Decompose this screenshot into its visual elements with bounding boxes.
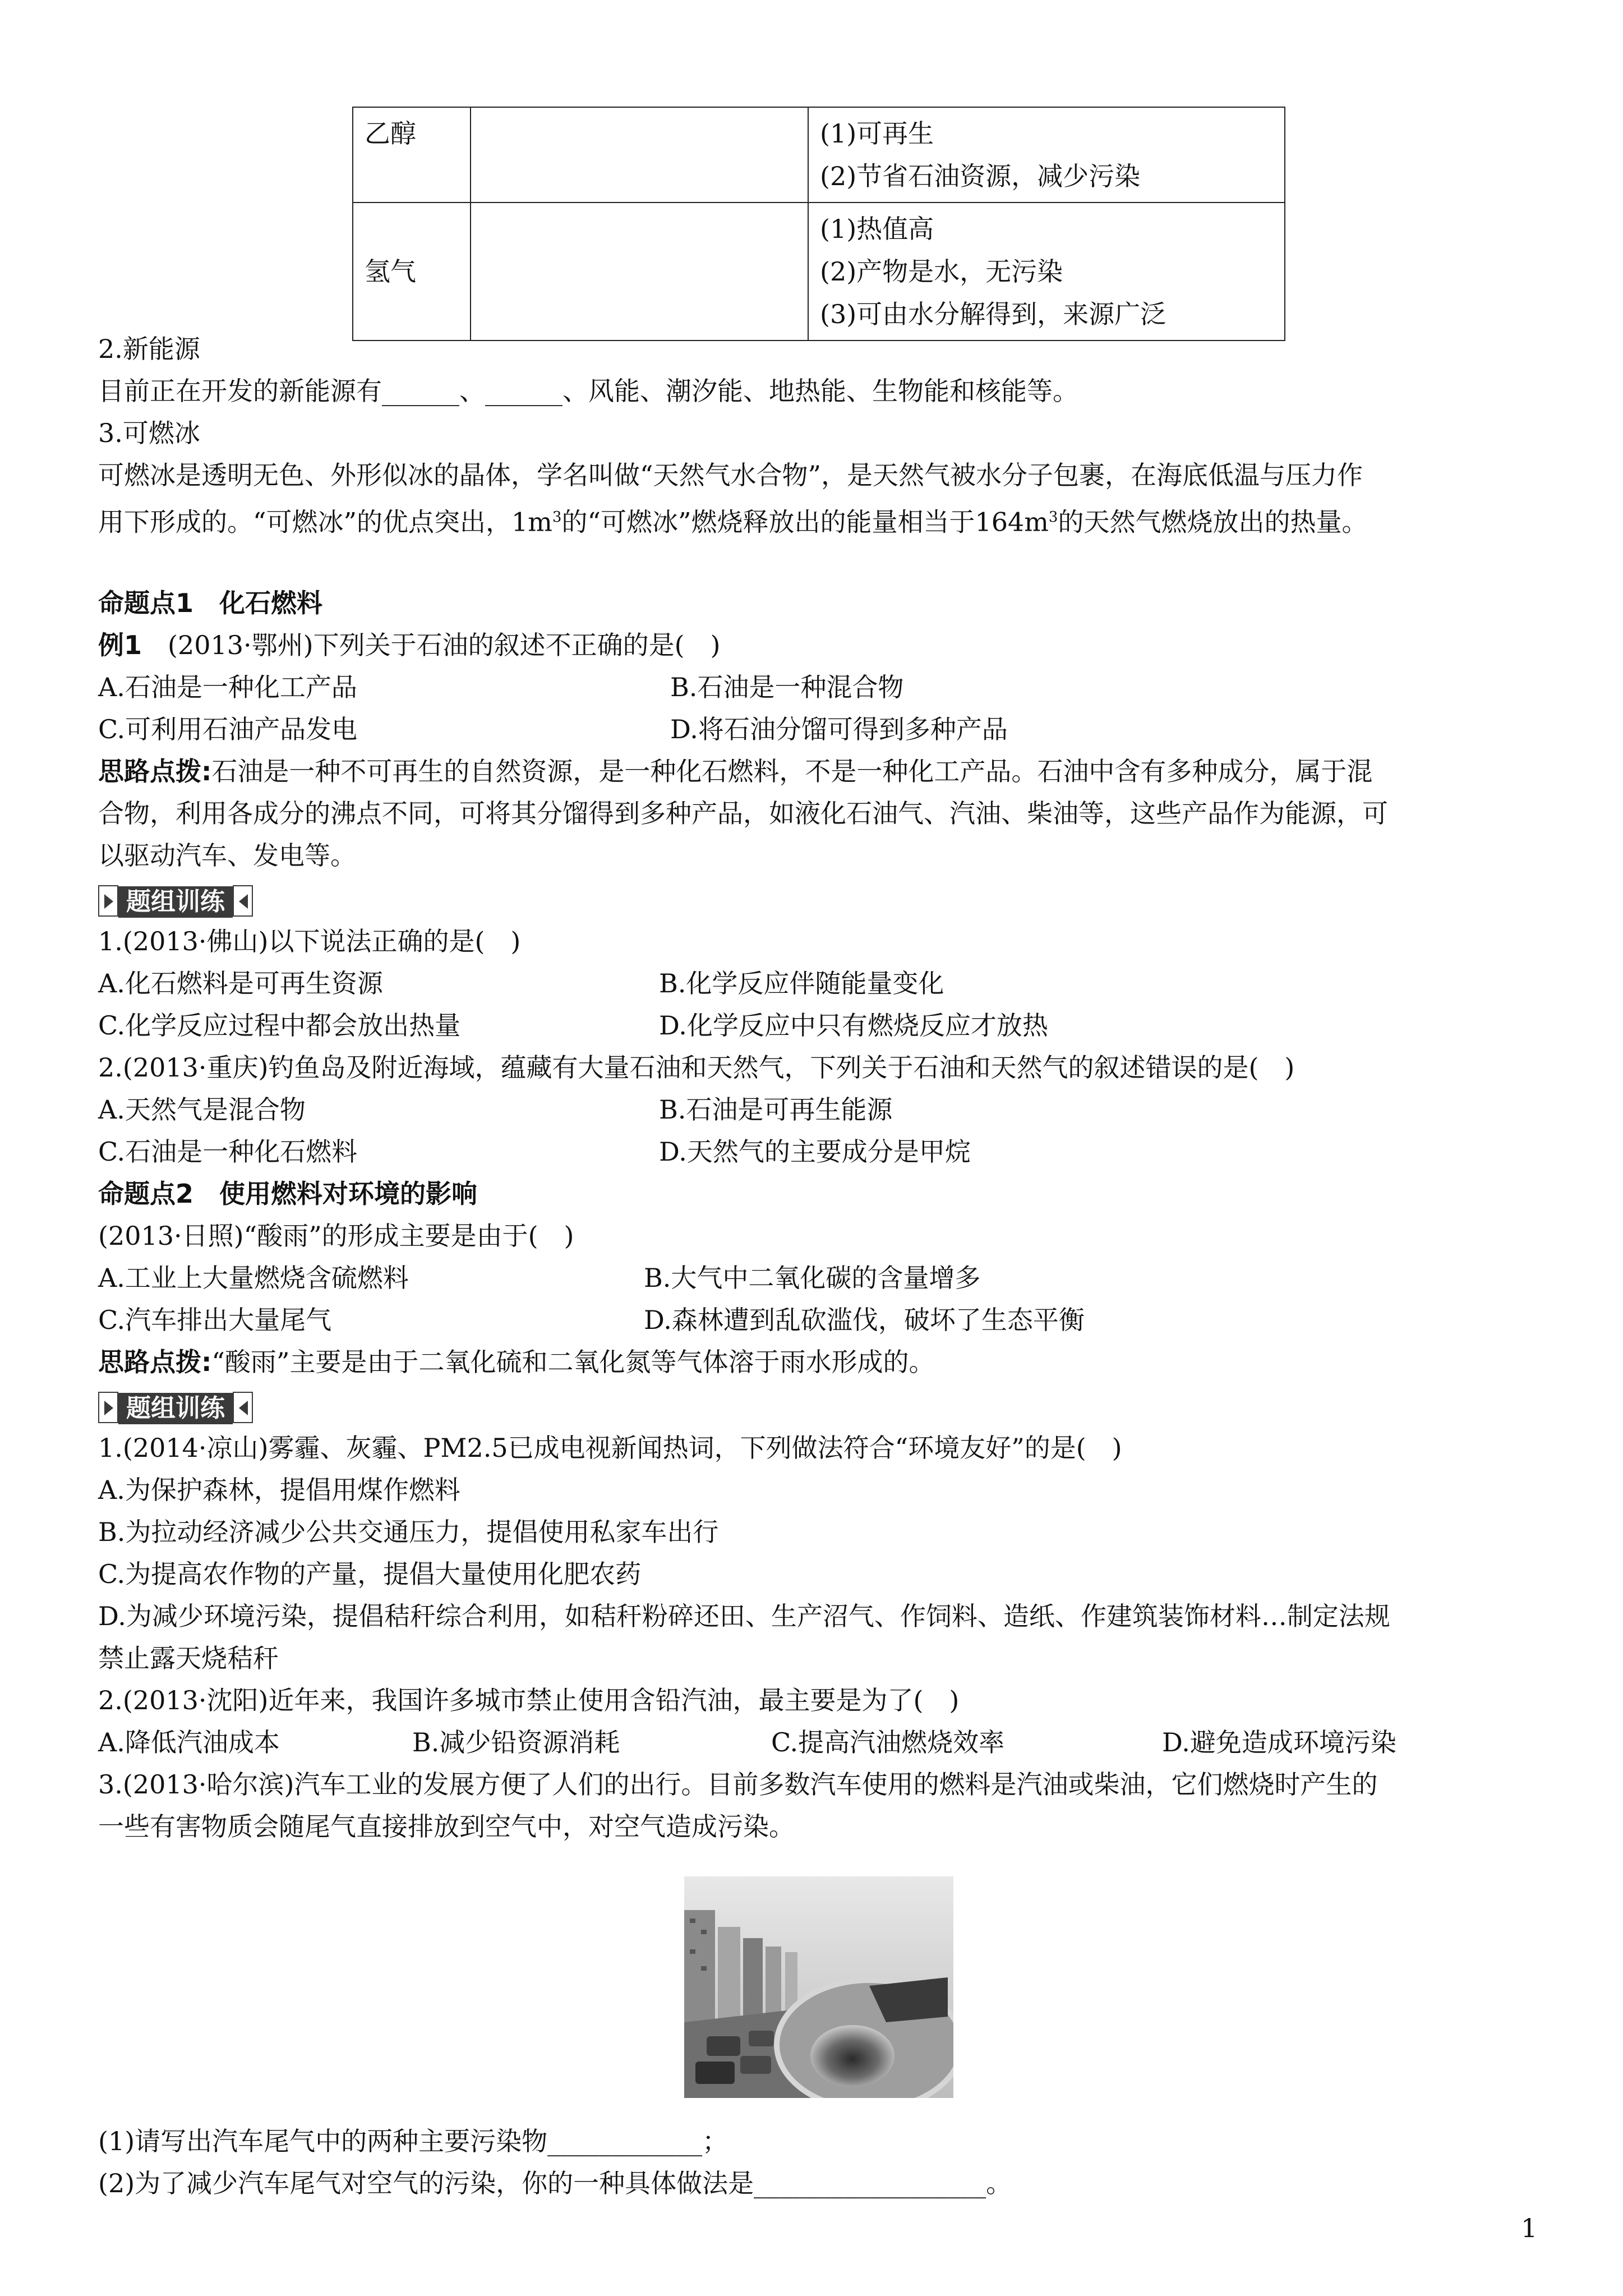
option: C.为提高农作物的产量，提倡大量使用化肥农药 (98, 1559, 642, 1589)
energy-table (352, 107, 1285, 341)
option: A.降低汽油成本 (98, 1727, 280, 1757)
sub-question: (2)为了减少汽车尾气对空气的污染，你的一种具体做法是__________________。 (98, 2168, 1012, 2198)
option: B.减少铅资源消耗 (412, 1727, 620, 1757)
question: 2.(2013·重庆)钓鱼岛及附近海域，蕴藏有大量石油和天然气，下列关于石油和天然气的叙述错误的是( ) (98, 1052, 1295, 1083)
hint (98, 754, 1372, 788)
option-continuation: 禁止露天烧秸秆 (98, 1643, 279, 1673)
table-item: (3)可由水分解得到，来源广泛 (820, 299, 1166, 329)
sub-question: (1)请写出汽车尾气中的两种主要污染物____________； (98, 2126, 728, 2156)
table-row (353, 203, 1285, 341)
option: C.汽车排出大量尾气 (98, 1305, 332, 1335)
option: A.化石燃料是可再生资源 (98, 968, 383, 999)
option: B.石油是一种混合物 (670, 672, 904, 702)
topic-heading: 命题点2 使用燃料对环境的影响 (98, 1179, 478, 1209)
table-cell-name: 乙醇 (353, 107, 471, 203)
superscript: 3 (1048, 509, 1058, 526)
option: D.化学反应中只有燃烧反应才放热 (659, 1010, 1048, 1041)
option: C.石油是一种化石燃料 (98, 1137, 358, 1167)
hint-text: 合物，利用各成分的沸点不同，可将其分馏得到多种产品，如液化石油气、汽油、柴油等，这些产品作为能源，可 (98, 798, 1388, 829)
table-item: (1)热值高 (820, 214, 934, 244)
traffic-exhaust-photo (684, 1876, 953, 2098)
option: A.天然气是混合物 (98, 1094, 306, 1125)
option: B.化学反应伴随能量变化 (659, 968, 944, 999)
example-label: 例1 (98, 630, 142, 660)
table-cell-name: 氢气 (353, 203, 471, 341)
drill-label: 题组训练 (118, 1393, 233, 1424)
option: A.工业上大量燃烧含硫燃料 (98, 1263, 409, 1293)
option: D.避免造成环境污染 (1162, 1727, 1396, 1757)
example-question: (2013·日照)“酸雨”的形成主要是由于( ) (98, 1221, 574, 1251)
paragraph: 可燃冰是透明无色、外形似冰的晶体，学名叫做“天然气水合物”，是天然气被水分子包裹，在海底低温与压力作 (98, 460, 1363, 490)
option: D.为减少环境污染，提倡秸秆综合利用，如秸秆粉碎还田、生产沼气、作饲料、造纸、作建筑装饰材料…制定法规 (98, 1601, 1390, 1631)
triangle-right-icon (98, 885, 118, 917)
drill-label: 题组训练 (118, 886, 233, 918)
option: C.提高汽油燃烧效率 (771, 1727, 1005, 1757)
topic-heading: 命题点1 化石燃料 (98, 588, 323, 618)
paragraph (98, 500, 1367, 539)
photo-graphic (684, 1876, 953, 2098)
triangle-left-icon (233, 1392, 253, 1423)
option: B.大气中二氧化碳的含量增多 (644, 1263, 981, 1293)
table-cell-items (808, 203, 1285, 341)
option: B.为拉动经济减少公共交通压力，提倡使用私家车出行 (98, 1517, 719, 1547)
hint-label: 思路点拨: (98, 1347, 212, 1377)
question: 2.(2013·沈阳)近年来，我国许多城市禁止使用含铅汽油，最主要是为了( ) (98, 1685, 960, 1715)
hint-text: 以驱动汽车、发电等。 (98, 840, 356, 871)
table-item: (1)可再生 (820, 118, 934, 149)
option: C.化学反应过程中都会放出热量 (98, 1010, 461, 1041)
hint-text: 石油是一种不可再生的自然资源，是一种化石燃料，不是一种化工产品。石油中含有多种成分，属于混 (211, 756, 1373, 786)
example-question (98, 628, 721, 662)
page-number: 1 (1521, 2213, 1538, 2243)
table-item: (2)产物是水，无污染 (820, 256, 1063, 287)
question: 3.(2013·哈尔滨)汽车工业的发展方便了人们的出行。目前多数汽车使用的燃料是汽油或柴油，它们燃烧时产生的 (98, 1769, 1378, 1800)
hint-text: “酸雨”主要是由于二氧化硫和二氧化氮等气体溶于雨水形成的。 (211, 1347, 935, 1377)
table-item: (2)节省石油资源，减少污染 (820, 161, 1141, 191)
drill-badge (98, 1392, 253, 1424)
question: 1.(2014·凉山)雾霾、灰霾、PM2.5已成电视新闻热词，下列做法符合“环境友好”的是( ) (98, 1433, 1122, 1463)
hint-label: 思路点拨: (98, 756, 212, 786)
question: 1.(2013·佛山)以下说法正确的是( ) (98, 926, 521, 956)
example-text: (2013·鄂州)下列关于石油的叙述不正确的是( ) (142, 630, 721, 660)
option: B.石油是可再生能源 (659, 1094, 893, 1125)
option: A.石油是一种化工产品 (98, 672, 357, 702)
text-part: 的天然气燃烧放出的热量。 (1058, 507, 1368, 537)
drill-badge (98, 885, 253, 918)
hint (98, 1345, 934, 1379)
table-row (353, 107, 1285, 203)
option: D.将石油分馏可得到多种产品 (670, 714, 1008, 744)
option: C.可利用石油产品发电 (98, 714, 358, 744)
text-part: 用下形成的。“可燃冰”的优点突出，1m (98, 507, 552, 537)
table-cell-blank (471, 107, 808, 203)
superscript: 3 (552, 509, 562, 526)
section-heading: 2.新能源 (98, 334, 200, 364)
text-part: 的“可燃冰”燃烧释放出的能量相当于164m (561, 507, 1049, 537)
question: 一些有害物质会随尾气直接排放到空气中，对空气造成污染。 (98, 1811, 795, 1842)
triangle-right-icon (98, 1392, 118, 1423)
option: A.为保护森林，提倡用煤作燃料 (98, 1475, 460, 1505)
table-cell-items (808, 107, 1285, 203)
option: D.森林遭到乱砍滥伐，破坏了生态平衡 (644, 1305, 1085, 1335)
table-cell-blank (471, 203, 808, 341)
triangle-left-icon (233, 885, 253, 917)
paragraph: 目前正在开发的新能源有______、______、风能、潮汐能、地热能、生物能和核能等。 (98, 376, 1078, 406)
section-heading: 3.可燃冰 (98, 418, 200, 448)
option: D.天然气的主要成分是甲烷 (659, 1137, 971, 1167)
